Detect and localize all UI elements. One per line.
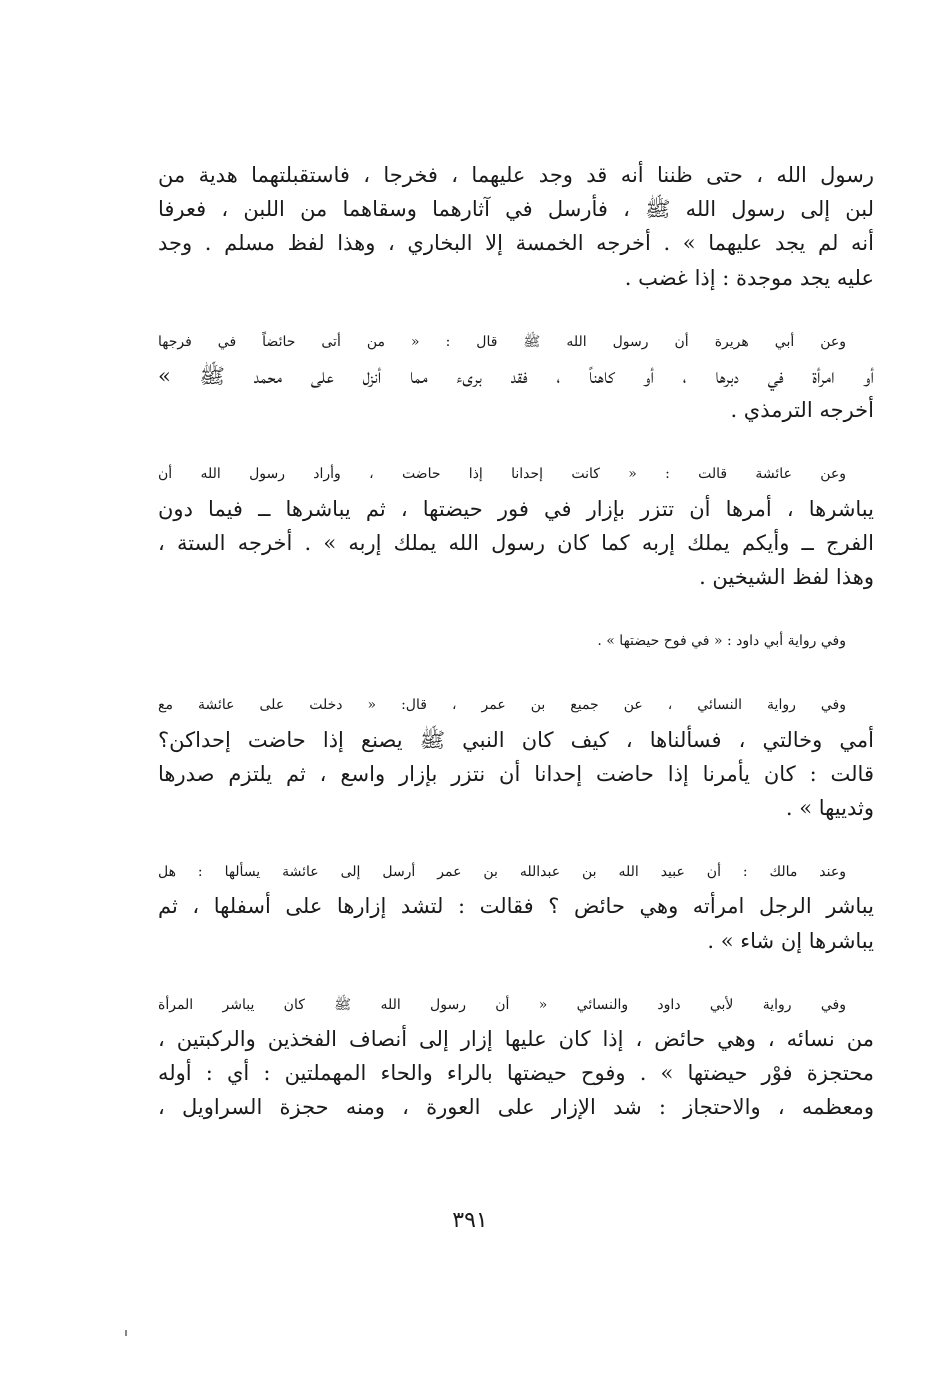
text-line: وفي رواية لأبي داود والنسائي « أن رسول الله ﷺ كان يباشر المرأة bbox=[158, 996, 846, 1013]
paragraph bbox=[158, 988, 874, 1125]
paragraph bbox=[158, 158, 874, 295]
text-line: أو امرأة في دبرها ، أو كاهناً ، فقد برىء مما أنزل على محمد ﷺ » bbox=[158, 364, 874, 389]
text-line: أمي وخالتي ، فسألناها ، كيف كان النبي ﷺ يصنع إذا حاضت إحداكن؟ bbox=[158, 727, 874, 752]
text-line: وهذا لفظ الشيخين . bbox=[699, 565, 874, 590]
paragraph bbox=[158, 688, 874, 825]
text-line: وعند مالك : أن عبيد الله بن عبدالله بن عمر أرسل إلى عائشة يسألها : هل bbox=[158, 864, 846, 881]
text-line: وثدييها » . bbox=[785, 796, 874, 821]
text-line: أنه لم يجد عليهما » . أخرجه الخمسة إلا البخاري ، وهذا لفظ مسلم . وجد bbox=[158, 231, 874, 256]
text-line: يباشرها ، أمرها أن تتزر بإزار في فور حيضتها ، ثم يباشرها ــ فيما دون bbox=[158, 496, 874, 521]
text-line: ومعظمه ، والاحتجاز : شد الإزار على العورة ، ومنه حجزة السراويل ، bbox=[158, 1095, 874, 1120]
body-text bbox=[158, 158, 874, 1155]
paragraph bbox=[158, 624, 874, 658]
text-line: وفي رواية أبي داود : « في فوح حيضتها » . bbox=[597, 633, 846, 650]
page-number: ٣٩١ bbox=[452, 1208, 488, 1233]
paragraph bbox=[158, 457, 874, 594]
paragraph bbox=[158, 855, 874, 958]
text-line: عليه يجد موجدة : إذا غضب . bbox=[624, 265, 874, 290]
text-line: وعن أبي هريرة أن رسول الله ﷺ قال : « من أتى حائضاً في فرجها bbox=[158, 333, 846, 350]
text-line: من نسائه ، وهي حائض ، إذا كان عليها إزار إلى أنصاف الفخذين والركبتين ، bbox=[158, 1027, 874, 1052]
text-line: يباشر الرجل امرأته وهي حائض ؟ فقالت : لتشد إزارها على أسفلها ، ثم bbox=[158, 894, 874, 919]
paragraph bbox=[158, 325, 874, 428]
text-line: وعن عائشة قالت : « كانت إحدانا إذا حاضت ، وأراد رسول الله أن bbox=[158, 466, 846, 483]
text-line: رسول الله ، حتى ظننا أنه قد وجد عليهما ، فخرجا ، فاستقبلتهما هدية من bbox=[158, 163, 874, 187]
text-line: وفي رواية النسائي ، عن جميع بن عمر ، قال: « دخلت على عائشة مع bbox=[158, 697, 846, 714]
text-line: الفرج ــ وأيكم يملك إربه كما كان رسول الله يملك إربه » . أخرجه الستة ، bbox=[158, 530, 874, 555]
scan-speck bbox=[125, 1330, 127, 1336]
text-line: أخرجه الترمذي . bbox=[730, 398, 874, 423]
text-line: لبن إلى رسول الله ﷺ ، فأرسل في آثارهما وسقاهما من اللبن ، فعرفا bbox=[158, 197, 874, 222]
text-line: محتجزة فوْر حيضتها » . وفوح حيضتها بالراء والحاء المهملتين : أي : أوله bbox=[158, 1061, 874, 1086]
text-line: قالت : كان يأمرنا إذا حاضت إحدانا أن نتزر بإزار واسع ، ثم يلتزم صدرها bbox=[158, 761, 874, 786]
text-line: يباشرها إن شاء » . bbox=[707, 928, 874, 953]
